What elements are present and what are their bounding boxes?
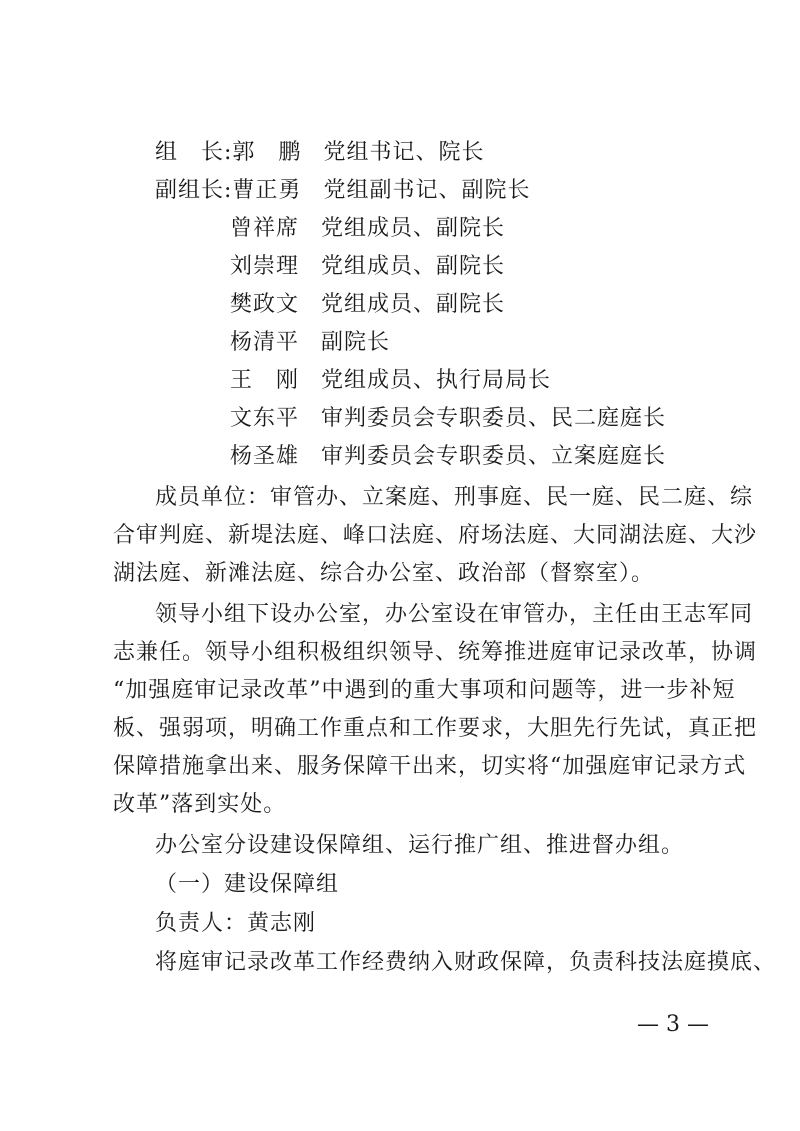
member-line [230, 442, 666, 472]
member-name: 杨清平 [230, 330, 300, 355]
office-paragraph-line: 领导小组下设办公室，办公室设在审管办，主任由王志军同 [155, 602, 754, 627]
member-name: 文东平 [230, 406, 300, 431]
deputy-label: 副组长: [155, 178, 233, 203]
office-paragraph-line: “加强庭审记录改革”中遇到的重大事项和问题等，进一步补短 [113, 678, 736, 703]
member-name: 刘崇理 [230, 254, 300, 279]
member-name: 樊政文 [230, 292, 300, 317]
units-paragraph-line: 成员单位：审管办、立案庭、刑事庭、民一庭、民二庭、综 [155, 485, 754, 510]
section-responsible: 负责人：黄志刚 [155, 911, 317, 936]
office-paragraph-line: 改革”落到实处。 [113, 792, 287, 817]
deputy-title: 党组副书记、副院长 [323, 178, 531, 203]
member-line [230, 214, 505, 244]
units-paragraph-line: 合审判庭、新堤法庭、峰口法庭、府场法庭、大同湖法庭、大沙 [113, 523, 758, 548]
member-line [230, 328, 390, 358]
member-line [230, 404, 666, 434]
leader-label: 组 长: [155, 140, 233, 165]
office-paragraph-line: 板、强弱项，明确工作重点和工作要求，大胆先行先试，真正把 [113, 716, 758, 741]
office-paragraph-line: 志兼任。领导小组积极组织领导、统筹推进庭审记录改革，协调 [113, 640, 758, 665]
member-title: 党组成员、副院长 [321, 254, 506, 279]
leader-name: 郭 鹏 [232, 140, 302, 165]
leader-line [155, 138, 484, 168]
member-title: 党组成员、副院长 [321, 292, 506, 317]
section-heading: （一）建设保障组 [155, 872, 340, 897]
member-name: 杨圣雄 [230, 444, 300, 469]
leader-title: 党组书记、院长 [323, 140, 485, 165]
member-title: 党组成员、执行局局长 [321, 368, 552, 393]
member-title: 副院长 [321, 330, 391, 355]
member-title: 审判委员会专职委员、民二庭庭长 [321, 406, 667, 431]
section-text: 将庭审记录改革工作经费纳入财政保障，负责科技法庭摸底、 [155, 950, 777, 975]
member-line [230, 290, 505, 320]
office-paragraph-line: 保障措施拿出来、服务保障干出来，切实将“加强庭审记录方式 [113, 754, 747, 779]
deputy-name: 曹正勇 [232, 178, 302, 203]
member-name: 王 刚 [230, 368, 300, 393]
member-title: 党组成员、副院长 [321, 216, 506, 241]
groups-intro: 办公室分设建设保障组、运行推广组、推进督办组。 [155, 833, 685, 858]
member-line [230, 252, 505, 282]
member-name: 曾祥席 [230, 216, 300, 241]
units-paragraph-line: 湖法庭、新滩法庭、综合办公室、政治部（督察室）。 [113, 561, 655, 586]
page-number: — 3 — [637, 1012, 709, 1037]
member-line [230, 366, 551, 396]
member-title: 审判委员会专职委员、立案庭庭长 [321, 444, 667, 469]
deputy-line [155, 176, 530, 206]
